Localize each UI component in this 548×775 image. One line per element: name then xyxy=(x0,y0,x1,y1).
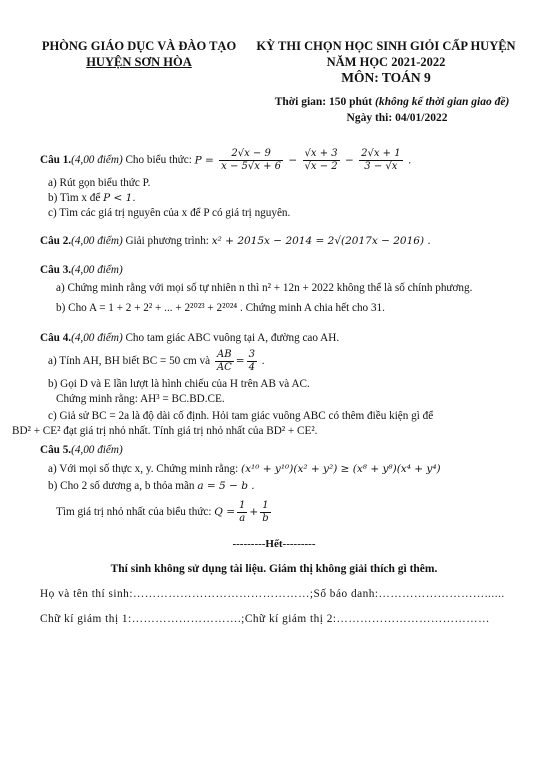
school-year: NĂM HỌC 2021-2022 xyxy=(326,55,446,69)
question-5 xyxy=(40,443,530,525)
subject: MÔN: TOÁN 9 xyxy=(341,70,431,85)
q1-expression: P = $\frac{2√x - 9}{x - 5√x + 6}$ − $\frac{√x + 3}{√x - 2}$ − $\frac{2√x + 1}{3 - √x}$ . xyxy=(194,147,412,172)
exam-header xyxy=(246,38,526,86)
q1-intro: Cho biểu thức: xyxy=(125,153,192,166)
question-1 xyxy=(40,148,530,221)
exam-meta xyxy=(246,94,538,126)
q4-part-a: a) Tính AH, BH biết BC = 50 cm và $\frac{AB}{AC}$ = $\frac{3}{4}$ . xyxy=(48,349,265,373)
question-2 xyxy=(40,234,530,249)
q3-part-b: b) Cho A = 1 + 2 + 2² + ... + 2²⁰²³ + 2²⁰²⁴ . Chứng minh A chia hết cho 31. xyxy=(56,302,385,314)
q1-points: (4,00 điểm) xyxy=(71,153,123,166)
department-name: PHÒNG GIÁO DỤC VÀ ĐÀO TẠO xyxy=(41,39,237,53)
q3-title: Câu 3. xyxy=(40,264,72,276)
exam-date: Ngày thi: 04/01/2022 xyxy=(346,112,448,124)
q4-part-b-claim: Chứng minh rằng: AH³ = BC.BD.CE. xyxy=(56,393,225,405)
q2-title: Câu 2. xyxy=(40,235,72,247)
q3-points: (4,00 điểm) xyxy=(71,264,123,276)
q5-title: Câu 5. xyxy=(40,444,72,456)
q5-part-a: a) Với mọi số thực x, y. Chứng minh rằng: (x¹⁰ + y¹⁰)(x² + y²) ≥ (x⁸ + y⁸)(x⁴ + y⁴) xyxy=(48,463,441,475)
department-header xyxy=(14,38,264,70)
proctor-signature-line: Chữ kí giám thị 1:……………………….;Chữ kí giám thị 2:………………………………… xyxy=(40,613,490,625)
q4-part-c-cont: BD² + CE² đạt giá trị nhỏ nhất. Tính giá trị nhỏ nhất của BD² + CE². xyxy=(12,425,318,437)
q4-part-c: c) Giả sử BC = 2a là độ dài cố định. Hỏi tam giác vuông ABC có thêm điều kiện gì để xyxy=(48,410,434,422)
q1-part-b: b) Tìm x để P < 1. xyxy=(48,192,136,204)
time-label: Thời gian: 150 phút xyxy=(274,96,373,108)
q1-part-c: c) Tìm các giá trị nguyên của x để P có giá trị nguyên. xyxy=(48,207,291,219)
end-marker: ---------Hết--------- xyxy=(232,538,316,550)
question-3 xyxy=(40,263,530,316)
q4-part-b: b) Gọi D và E lần lượt là hình chiếu của H trên AB và AC. xyxy=(48,378,310,390)
q5-part-b: b) Cho 2 số dương a, b thỏa mãn a = 5 − b . xyxy=(48,480,255,492)
time-note: (không kể thời gian giao đề) xyxy=(375,96,510,108)
q3-part-a: a) Chứng minh rằng với mọi số tự nhiên n thì n² + 12n + 2022 không thể là số chính phương. xyxy=(56,282,473,294)
q5-points: (4,00 điểm) xyxy=(71,444,123,456)
q2-intro: Giải phương trình: xyxy=(125,235,209,247)
q1-title: Câu 1. xyxy=(40,153,72,166)
candidate-notice: Thí sinh không sử dụng tài liệu. Giám thị không giải thích gì thêm. xyxy=(110,563,438,575)
q2-equation: x² + 2015x − 2014 = 2√(2017x − 2016) . xyxy=(211,235,431,247)
q2-points: (4,00 điểm) xyxy=(71,235,123,247)
q1-part-a: a) Rút gọn biểu thức P. xyxy=(48,177,151,189)
q4-title: Câu 4. xyxy=(40,332,72,344)
q4-intro: Cho tam giác ABC vuông tại A, đường cao AH. xyxy=(125,332,340,344)
q5-minimum: Tìm giá trị nhỏ nhất của biểu thức: Q = $\frac{1}{a}$ + $\frac{1}{b}$ xyxy=(56,500,269,524)
question-4 xyxy=(12,331,530,439)
q4-points: (4,00 điểm) xyxy=(71,332,123,344)
candidate-info-line: Họ và tên thí sinh:………………………………………;Số báo danh:………………………...... xyxy=(40,588,505,600)
exam-title: KỲ THI CHỌN HỌC SINH GIỎI CẤP HUYỆN xyxy=(256,39,516,53)
district-name: HUYỆN SƠN HÒA xyxy=(86,55,192,69)
